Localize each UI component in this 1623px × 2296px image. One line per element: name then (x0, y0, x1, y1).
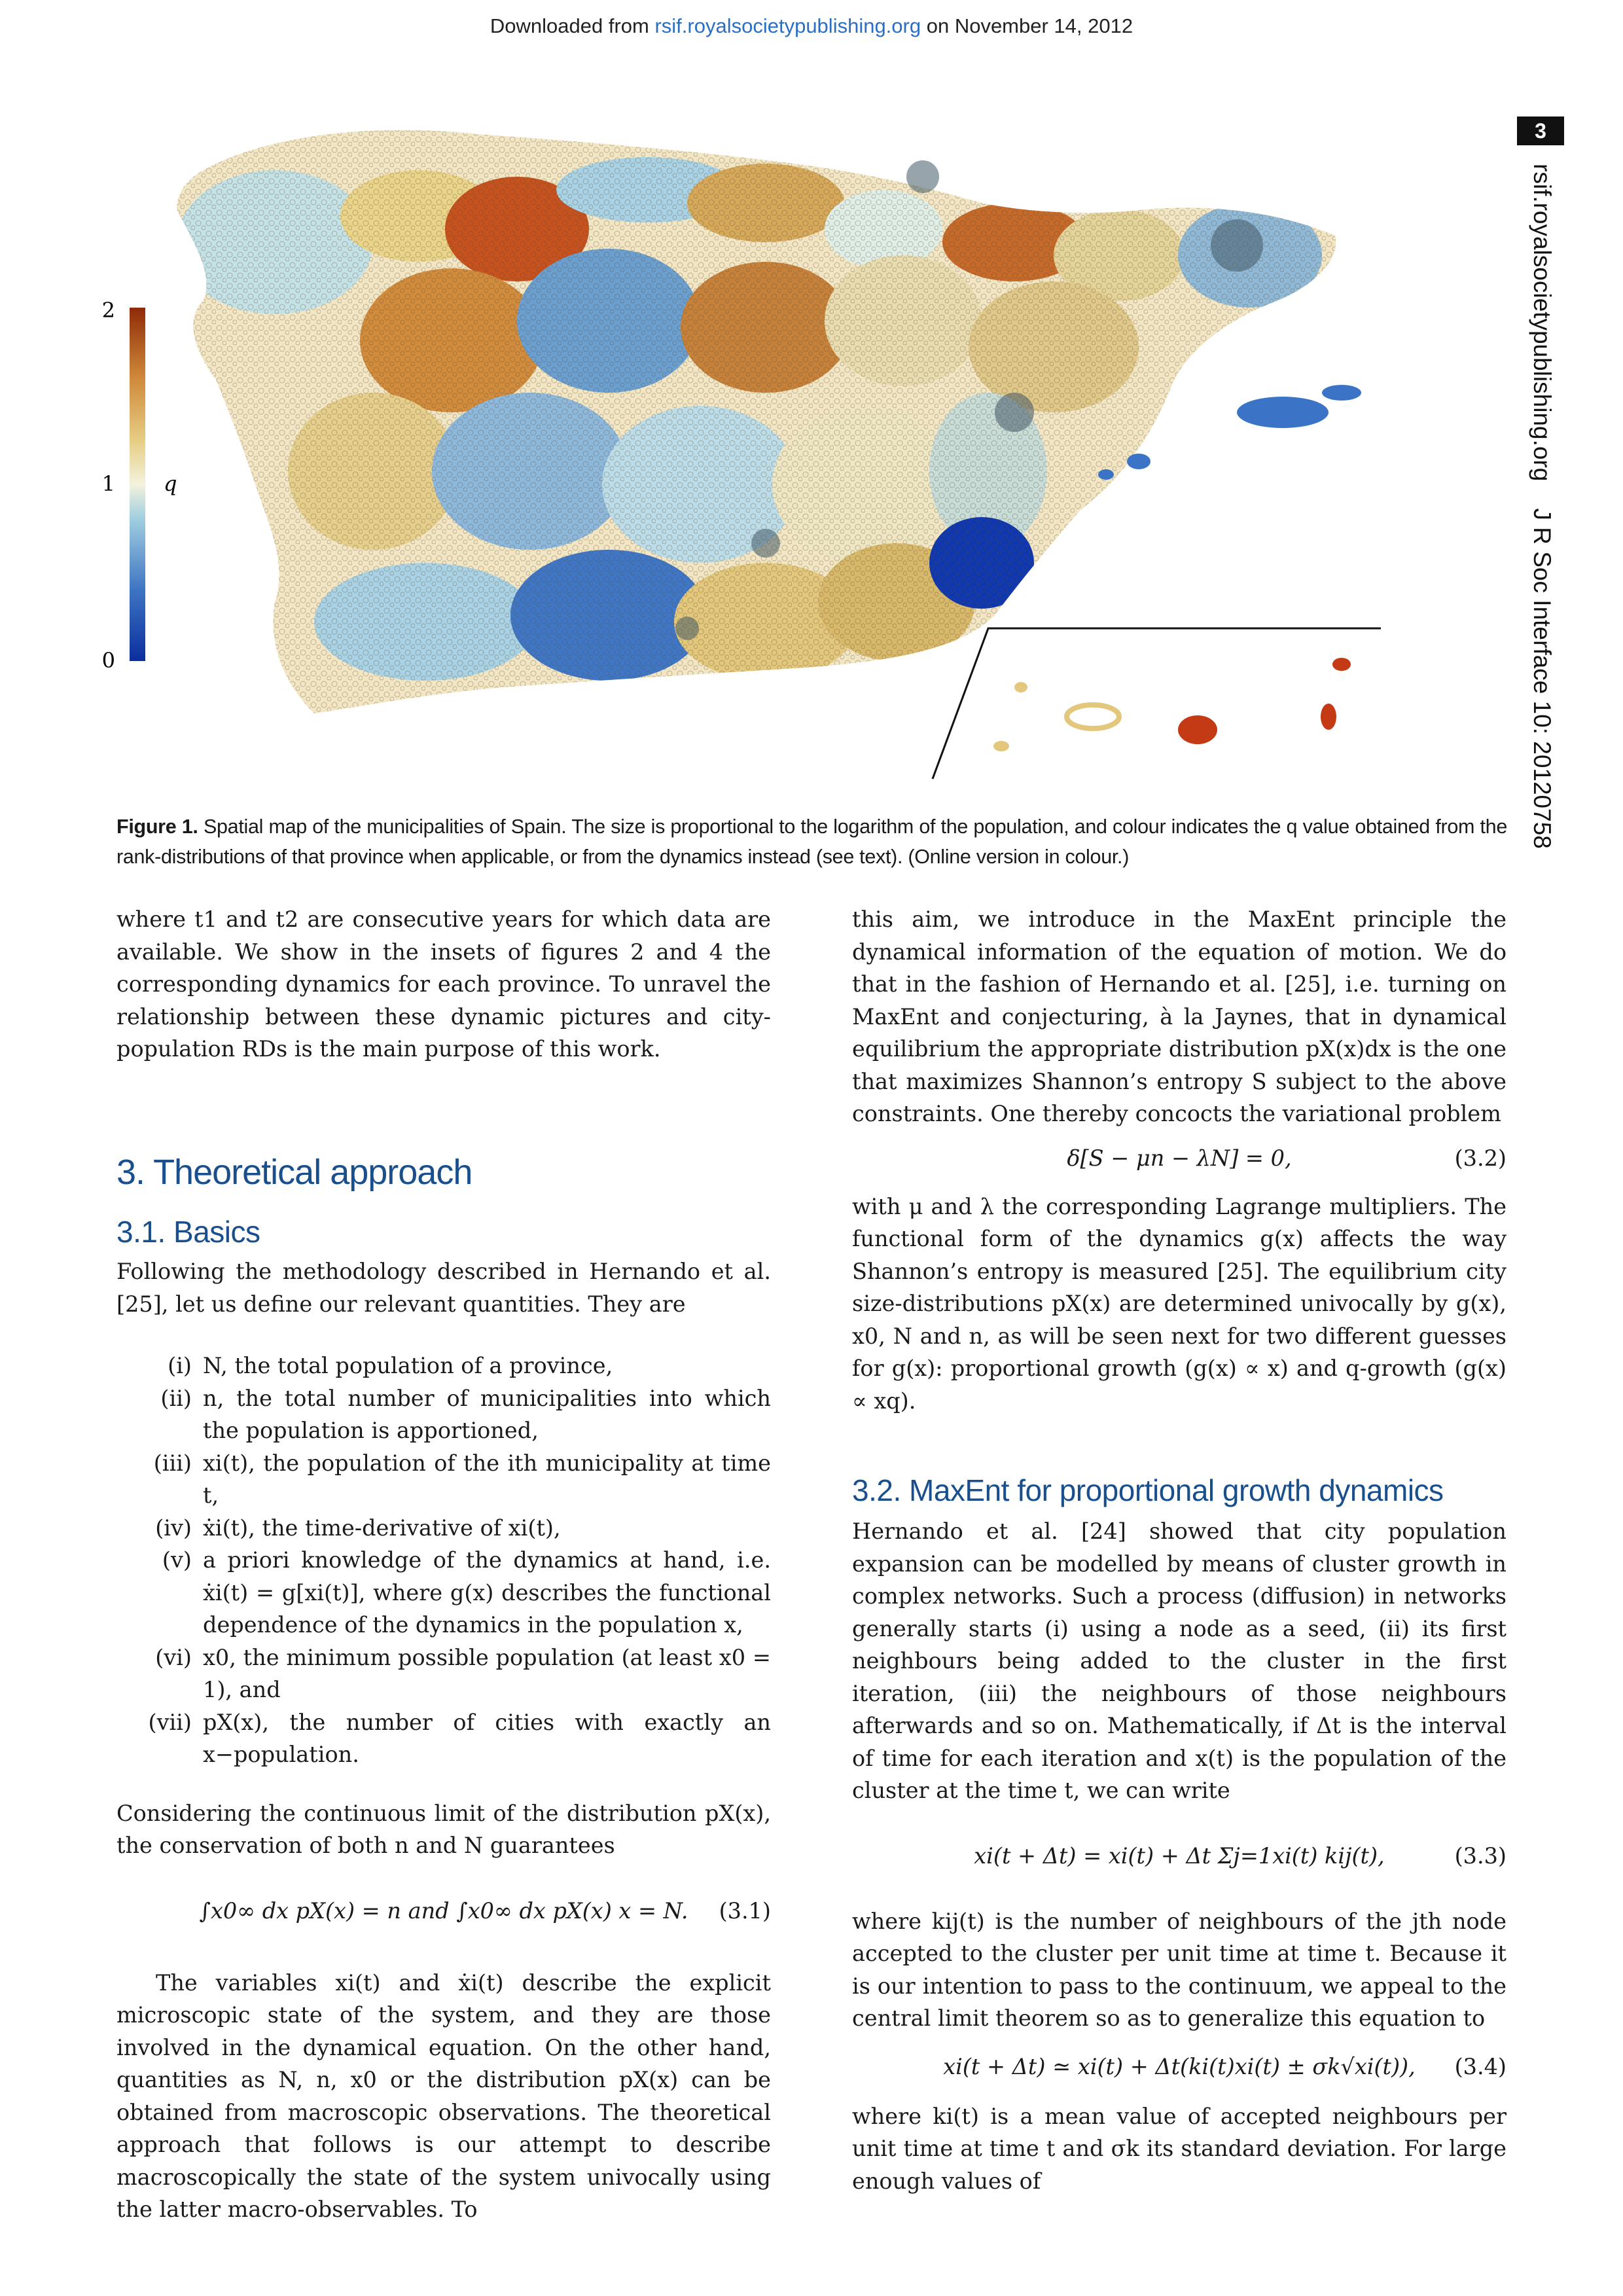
list-item-text: N, the total population of a province, (203, 1353, 613, 1378)
journal-sidebar (1503, 164, 1581, 849)
list-item-text: x0, the minimum possible population (at least x0 = 1), and (203, 1644, 771, 1702)
growth-paragraph: Hernando et al. [24] showed that city population expansion can be modelled by means of cluster growth in complex networks. Such a process (diffusion) in networks generally starts (i) using a node as a seed, (ii) its first neighbours being added to the cluster in the first iteration, (iii) the neighbours of those neighbours afterwards and so on. Mathematically, if Δt is the interval of time for each iteration and x(t) is the population of the cluster at the time t, we can write (852, 1518, 1507, 1803)
mean-paragraph: where ki(t) is a mean value of accepted neighbours per unit time at time t and σk its standard deviation. For large enough values of (852, 2103, 1507, 2194)
colorbar-tick-0: 0 (101, 648, 115, 673)
list-item (116, 1544, 771, 1641)
list-item-number: (ii) (160, 1385, 192, 1411)
equation-3-4-body: xi(t + Δt) ≃ xi(t) + Δt(ki(t)xi(t) ± σk√xi(t)), (943, 2053, 1416, 2079)
lagrange-paragraph: with μ and λ the corresponding Lagrange multipliers. The functional form of the dynamics g(x) affects the way Shannon’s entropy is measured [25]. The equilibrium city size-distributions pX(x) are determined univocally by g(x), x0, N and n, as will be seen next for two different guesses for g(x): proportional growth (g(x) ∝ x) and q-growth (g(x) ∝ xq). (852, 1193, 1507, 1414)
variables-paragraph: The variables xi(t) and ẋi(t) describe the explicit microscopic state of the system, and they are those involved in the dynamical equation. On the other hand, quantities as N, n, x0 or the distribution pX(x) can be obtained from macroscopic observations. The theoretical approach that follows is our attempt to describe macroscopically the state of the system univocally using the latter macro-observables. To (116, 1969, 771, 2222)
list-item-number: (iv) (155, 1515, 192, 1541)
journal-ref: J R Soc Interface 10: 20120758 (1529, 508, 1556, 849)
list-item (116, 1706, 771, 1771)
continuum-paragraph: Considering the continuous limit of the distribution pX(x), the conservation of both n and N guarantees (116, 1800, 771, 1858)
list-item-text: ẋi(t), the time-derivative of xi(t), (203, 1515, 561, 1541)
list-item-number: (iii) (153, 1450, 192, 1476)
journal-url[interactable]: rsif.royalsocietypublishing.org (1529, 164, 1556, 482)
neighbours-paragraph: where kij(t) is the number of neighbours of the jth node accepted to the cluster per unit time at time t. Because it is our intention to pass to the continuum, we appeal to the central limit theorem so as to generalize this equation to (852, 1908, 1507, 2031)
colorbar (102, 298, 177, 673)
list-item (116, 1512, 771, 1545)
basics-subsection-title: 3.1. Basics (116, 1215, 260, 1249)
figure-caption-text: Spatial map of the municipalities of Spain. The size is proportional to the logarithm of the population, and colour indicates the q value obtained from the rank-distributions of that province when applicable, or from the dynamics instead (see text). (Online version in colour.) (116, 816, 1507, 868)
equation-3-3-body: xi(t + Δt) = xi(t) + Δt Σj=1xi(t) kij(t), (974, 1842, 1385, 1869)
download-notice (0, 14, 1623, 38)
list-item-text: xi(t), the population of the ith municipality at time t, (203, 1450, 771, 1508)
colorbar-tick-1: 1 (101, 471, 115, 496)
download-prefix: Downloaded from (490, 14, 655, 37)
equation-3-3 (852, 1820, 1507, 1892)
left-column (116, 903, 771, 1066)
spain-municipalities-map (101, 105, 1512, 792)
list-item-number: (vii) (148, 1709, 192, 1735)
list-item-number: (i) (168, 1353, 192, 1378)
colorbar-gradient (130, 308, 145, 661)
figure-caption (116, 812, 1507, 872)
journal-sidebar-text (1528, 164, 1556, 849)
equation-3-1-number: (3.1) (719, 1897, 771, 1924)
download-suffix: on November 14, 2012 (921, 14, 1133, 37)
figure-caption-label: Figure 1. (116, 816, 198, 838)
list-item-text: pX(x), the number of cities with exactly an x−population. (203, 1709, 771, 1767)
equation-3-2 (852, 1137, 1507, 1183)
proportional-growth-subsection-title: 3.2. MaxEnt for proportional growth dynamics (852, 1473, 1444, 1507)
canary-islands-inset (933, 628, 1381, 779)
basics-block (116, 1255, 771, 2226)
right-column-top (852, 903, 1507, 1417)
equation-3-2-number: (3.2) (1454, 1145, 1507, 1171)
quantities-list (116, 1350, 771, 1771)
equation-3-4-number: (3.4) (1454, 2053, 1507, 2079)
right-column-bottom (852, 1515, 1507, 2197)
equation-3-4 (852, 2041, 1507, 2094)
section-title: 3. Theoretical approach (116, 1153, 473, 1192)
list-item (116, 1382, 771, 1447)
basics-paragraph: Following the methodology described in Hernando et al. [25], let us define our relevant quantities. They are (116, 1259, 771, 1317)
equation-3-3-number: (3.3) (1454, 1842, 1507, 1869)
equation-3-1 (116, 1882, 771, 1941)
maxent-paragraph: this aim, we introduce in the MaxEnt principle the dynamical information of the equation of motion. We do that in the fashion of Hernando et al. [25], i.e. turning on MaxEnt and conjecturing, à la Jaynes, that in dynamical equilibrium the appropriate distribution pX(x)dx is the one that maximizes Shannon’s entropy S subject to the above constraints. One thereby concocts the variational problem (852, 906, 1507, 1126)
list-item (116, 1350, 771, 1382)
equation-3-1-body: ∫x0∞ dx pX(x) = n and ∫x0∞ dx pX(x) x = N. (199, 1897, 688, 1924)
equation-3-2-body: δ[S − μn − λN] = 0, (1067, 1145, 1292, 1171)
list-item-number: (v) (162, 1547, 192, 1573)
colorbar-tick-2: 2 (101, 298, 115, 323)
list-item-text: a priori knowledge of the dynamics at hand, i.e. ẋi(t) = g[xi(t)], where g(x) describes the functional dependence of the dynamics in the population x, (203, 1547, 771, 1638)
municipality-dots (111, 105, 1512, 792)
list-item (116, 1447, 771, 1512)
list-item-number: (vi) (155, 1644, 192, 1670)
intro-paragraph: where t1 and t2 are consecutive years for which data are available. We show in the insets of figures 2 and 4 the corresponding dynamics for each province. To unravel the relationship between these dynamic pictures and city-population RDs is the main purpose of this work. (116, 906, 771, 1062)
list-item-text: n, the total number of municipalities into which the population is apportioned, (203, 1385, 771, 1443)
download-link[interactable]: rsif.royalsocietypublishing.org (654, 14, 921, 37)
page-number: 3 (1517, 117, 1564, 145)
list-item (116, 1641, 771, 1706)
colorbar-label: q (164, 471, 177, 496)
